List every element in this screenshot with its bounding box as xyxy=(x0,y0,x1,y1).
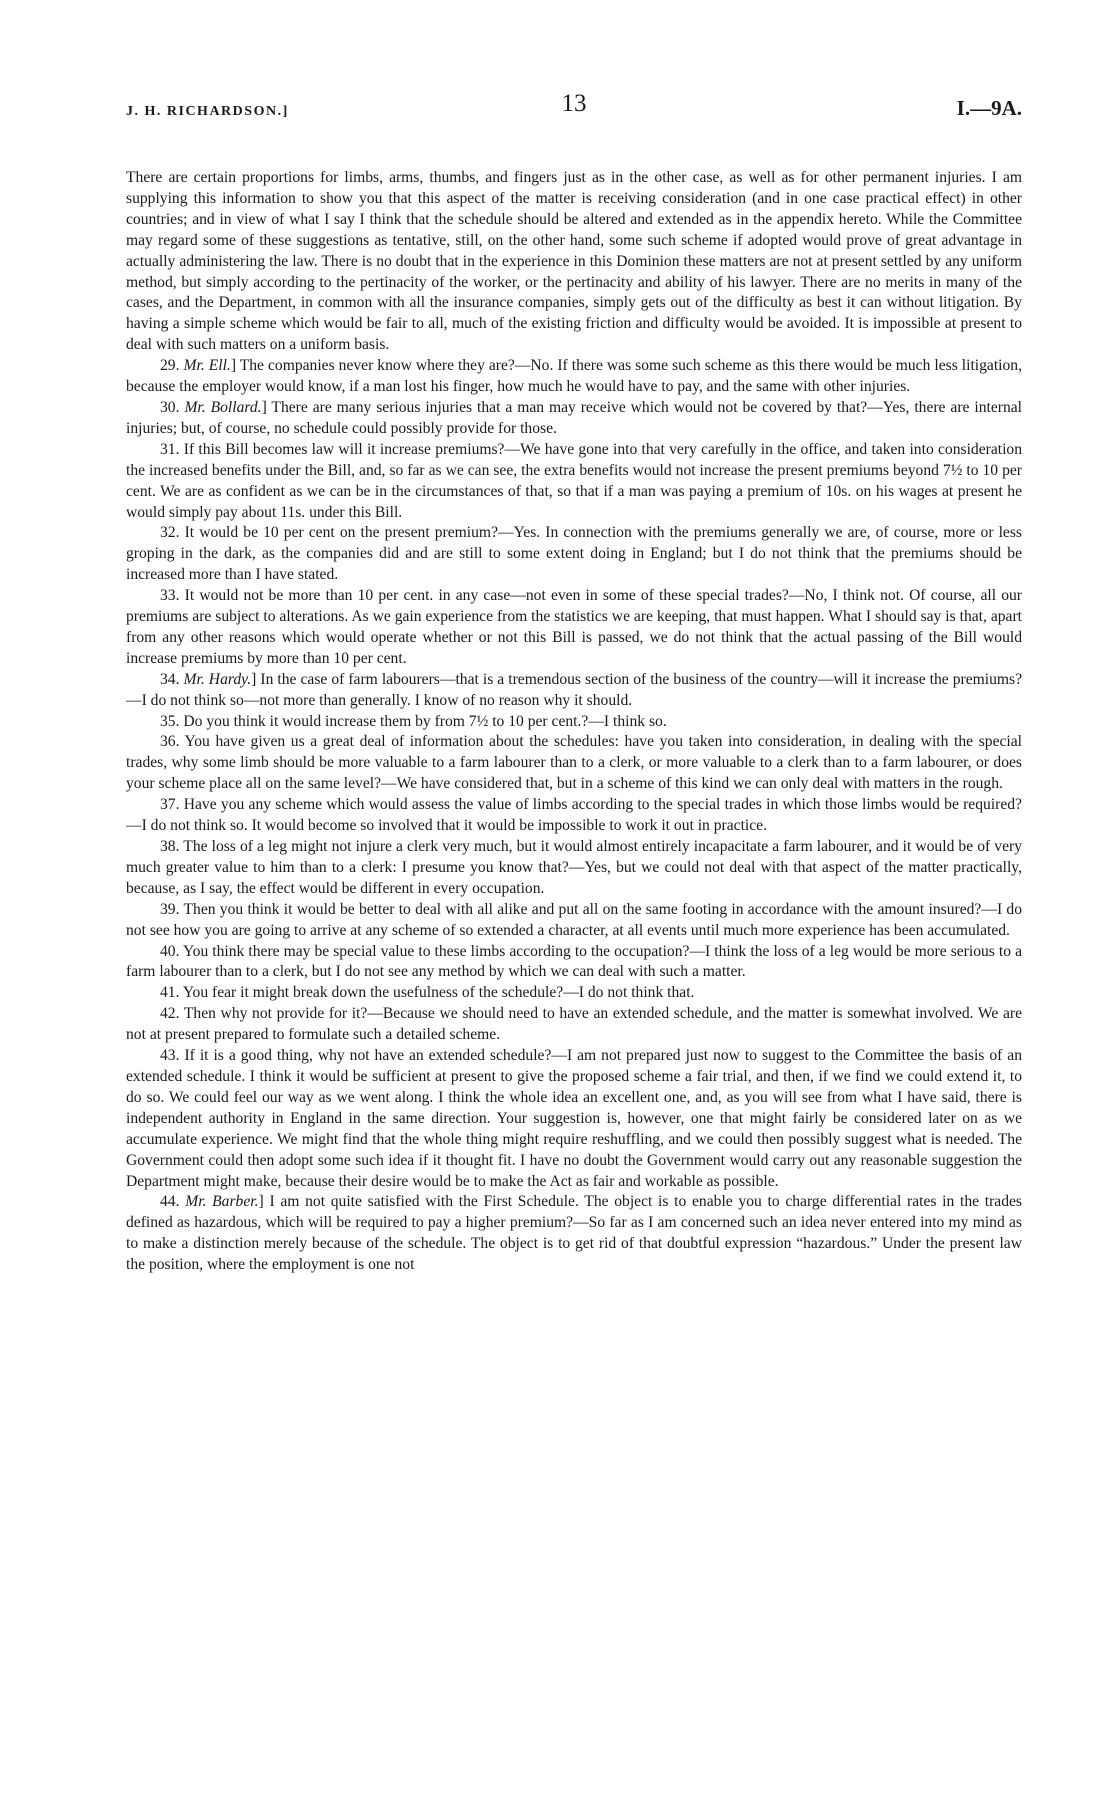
paragraph-44 xyxy=(126,1192,1022,1276)
paragraph-text: You think there may be special value to these limbs according to the occupation?—I think the loss of a leg would be more serious to a farm labourer than to a clerk, but I do not see any method by which we can deal with such a matter. xyxy=(126,942,1022,981)
paragraph-text: It would not be more than 10 per cent. in any case—not even in some of these special trades?—No, I think not. Of course, all our premiums are subject to alterations. As we gain experience from the statistics we are keeping, that must happen. What I should say is that, apart from any other reasons which would operate whether or not this Bill is passed, we do not think that the actual passing of the Bill would increase premiums by more than 10 per cent. xyxy=(126,587,1022,667)
paragraph-37 xyxy=(126,795,1022,837)
paragraph-42 xyxy=(126,1004,1022,1046)
paragraph-30 xyxy=(126,398,1022,440)
paragraph-34 xyxy=(126,670,1022,712)
question-number: 42. xyxy=(160,1005,180,1023)
paragraph-36 xyxy=(126,732,1022,795)
question-number: 38. xyxy=(160,838,180,855)
speaker-bracket: ] xyxy=(258,1193,264,1211)
paragraph-text: Then why not provide for it?—Because we should need to have an extended schedule, and the matter is somewhat involved. We are not at present prepared to formulate such a detailed scheme. xyxy=(126,1005,1022,1044)
paragraph-text: Have you any scheme which would assess the value of limbs according to the special trades in which those limbs would be required?—I do not think so. It would become so involved that it would be impossible to work it out in practice. xyxy=(126,796,1022,835)
question-number: 30. xyxy=(160,398,180,416)
paragraph-29 xyxy=(126,356,1022,398)
paragraph-text: You fear it might break down the usefulness of the schedule?—I do not think that. xyxy=(182,984,695,1002)
document-reference: I.—9A. xyxy=(956,96,1022,120)
speaker-bracket: ] xyxy=(251,670,257,688)
paragraph-text: Do you think it would increase them by from 7½ to 10 per cent.?—I think so. xyxy=(183,712,667,730)
question-number: 33. xyxy=(160,587,180,605)
paragraph-43 xyxy=(126,1046,1022,1192)
paragraph-text: It would be 10 per cent on the present premium?—Yes. In connection with the premiums generally we are, of course, more or less groping in the dark, as the companies did and are still to some extent doing in England; but I do not think that the premiums should be increased more than I have stated. xyxy=(126,524,1022,584)
paragraph-text: There are many serious injuries that a man may receive which would not be covered by that?—Yes, there are internal injuries; but, of course, no schedule could possibly provide for those. xyxy=(126,398,1022,437)
paragraph-text: If it is a good thing, why not have an extended schedule?—I am not prepared just now to suggest to the Committee the basis of an extended schedule. I think it would be sufficient at present to give the proposed scheme a fair trial, and then, if we find we could extend it, to do so. We could feel our way as we went along. I think the whole idea an excellent one, and, as you will see from what I have said, there is independent authority in England in the same direction. Your suggestion is, however, one that might fairly be considered later on as we accumulate experience. We might find that the whole thing might require reshuffling, and we could then possibly suggest what is needed. The Government could then adopt some such idea if it thought fit. I have no doubt the Government would carry out any reasonable suggestion the Department might make, because their desire would be to make the Act as fair and workable as possible. xyxy=(126,1047,1022,1190)
question-number: 44. xyxy=(160,1193,180,1211)
speaker: Mr. Barber. xyxy=(185,1193,259,1211)
paragraph-31 xyxy=(126,440,1022,524)
question-number: 29. xyxy=(160,357,180,375)
question-number: 31. xyxy=(160,440,180,458)
paragraph-text: If this Bill becomes law will it increase premiums?—We have gone into that very carefully in the office, and taken into consideration the increased benefits under the Bill, and, so far as we can see, the extra benefits would not increase the present premiums beyond 7½ to 10 per cent. We are as confident as we can be in the circumstances of that, so that if a man was paying a premium of 10s. on his wages at present he would simply pay about 11s. under this Bill. xyxy=(126,440,1022,521)
speaker: Mr. Bollard. xyxy=(184,398,262,416)
paragraph-33 xyxy=(126,586,1022,670)
paragraph-text: The loss of a leg might not injure a clerk very much, but it would almost entirely incapacitate a farm labourer, and it would be of very much greater value to him than to a clerk: I presume you know that?—Yes, but we could not deal with that aspect of the matter practically, because, as I say, the effect would be different in every occupation. xyxy=(126,838,1022,897)
question-number: 43. xyxy=(160,1047,180,1065)
paragraph-text: I am not quite satisfied with the First Schedule. The object is to enable you to charge differential rates in the trades defined as hazardous, which will be required to pay a higher premium?—So far as I am concerned such an idea never entered into my mind as to make a distinction merely because of the schedule. The object is to get rid of that doubtful expression “hazardous.” Under the present law the position, where the employment is one not xyxy=(126,1193,1022,1274)
paragraph-text: The companies never know where they are?—No. If there was some such scheme as this there would be much less litigation, because the employer would know, if a man lost his finger, how much he would have to pay, and the same with other injuries. xyxy=(126,357,1022,396)
paragraph-intro xyxy=(126,168,1022,356)
paragraph-41 xyxy=(126,983,1022,1004)
paragraph-38 xyxy=(126,837,1022,900)
question-number: 39. xyxy=(160,900,180,918)
page-number: 13 xyxy=(561,90,587,117)
paragraph-text: There are certain proportions for limbs, arms, thumbs, and fingers just as in the other case, as well as for other permanent injuries. I am supplying this information to show you that this aspect of the matter is receiving consideration (and in one case practical effect) in other countries; and in view of what I say I think that the schedule should be altered and extended as in the appendix hereto. While the Committee may regard some of these suggestions as tentative, still, on the other hand, some such scheme if adopted would prove of great advantage in actually administering the law. There is no doubt that in the experience in this Dominion these matters are not at present settled by any uniform method, but simply according to the pertinacity of the worker, or the pertinacity and ability of his lawyer. There are no merits in many of the cases, and the Department, in common with all the insurance companies, simply gets out of the difficulty as best it can without litigation. By having a simple scheme which would be fair to all, much of the existing friction and difficulty would be avoided. It is impossible at present to deal with such matters on a uniform basis. xyxy=(126,169,1022,354)
question-number: 34. xyxy=(160,670,180,688)
question-number: 37. xyxy=(160,796,180,814)
question-number: 32. xyxy=(160,524,180,542)
speaker-bracket: ] xyxy=(261,398,267,416)
paragraph-text: Then you think it would be better to deal with all alike and put all on the same footing in accordance with the amount insured?—I do not see how you are going to arrive at any scheme of so extended a character, at all events until much more experience has been accumulated. xyxy=(126,900,1023,939)
speaker-bracket: ] xyxy=(230,357,237,375)
paragraph-text: In the case of farm labourers—that is a tremendous section of the business of the country—will it increase the premiums?—I do not think so—not more than generally. I know of no reason why it should. xyxy=(126,670,1023,709)
body-text xyxy=(126,168,1022,1276)
speaker: Mr. Hardy. xyxy=(183,670,252,688)
witness-name: J. H. RICHARDSON.] xyxy=(126,104,289,119)
question-number: 40. xyxy=(160,942,180,960)
paragraph-32 xyxy=(126,523,1022,586)
paragraph-35 xyxy=(126,712,1022,733)
paragraph-text: You have given us a great deal of information about the schedules: have you taken into consideration, in dealing with the special trades, why some limb should be more valuable to a farm labourer than to a clerk, or more valuable to a clerk than to a farm labourer, or does your scheme place all on the same level?—We have considered that, but in a scheme of this kind we can only deal with matters in the rough. xyxy=(126,733,1022,793)
question-number: 36. xyxy=(160,733,180,751)
paragraph-40 xyxy=(126,942,1022,984)
paragraph-39 xyxy=(126,900,1022,942)
question-number: 41. xyxy=(160,984,180,1002)
page-header xyxy=(126,90,1022,132)
question-number: 35. xyxy=(160,712,180,730)
speaker: Mr. Ell. xyxy=(183,357,231,375)
